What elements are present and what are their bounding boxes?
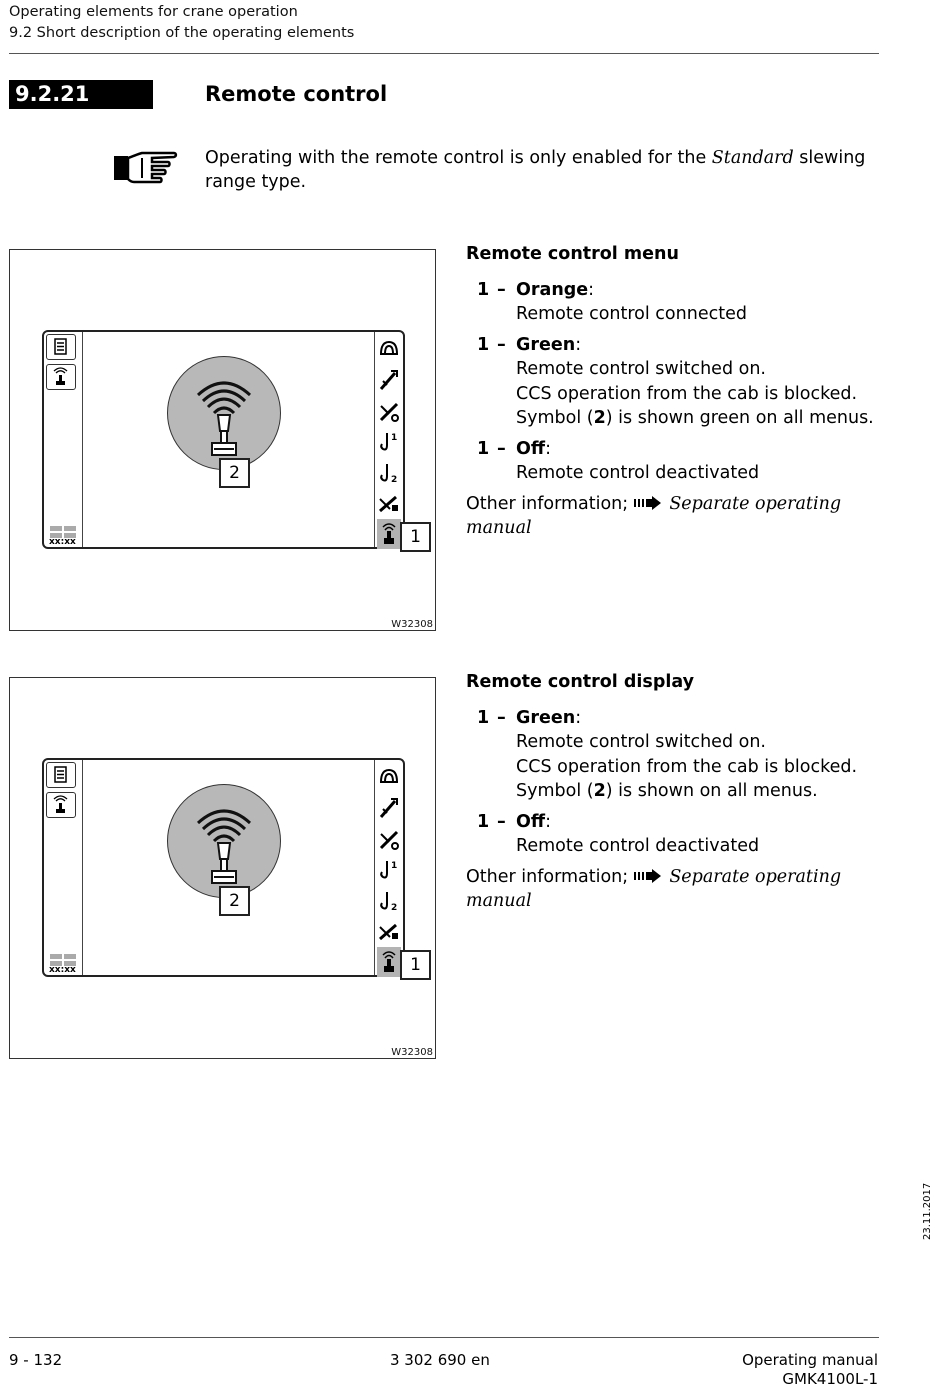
callout-1: 1 (400, 522, 431, 552)
remote-control-menu-description (466, 242, 896, 541)
svg-text:2: 2 (391, 475, 398, 485)
auxiliary-hoist-icon[interactable] (377, 458, 401, 488)
list-item: 1 – Off: Remote control deactivated (477, 811, 760, 856)
clock-display: xx:xx (49, 537, 76, 547)
remote-control-display-figure (9, 677, 436, 1059)
remote-control-button[interactable] (46, 364, 76, 390)
footer-rule (9, 1337, 879, 1338)
main-hoist-icon[interactable] (377, 855, 401, 885)
running-header-section: 9.2 Short description of the operating elements (9, 25, 355, 41)
running-header-chapter: Operating elements for crane operation (9, 4, 298, 20)
counterweight-icon[interactable] (377, 917, 401, 947)
boom-luffing-icon[interactable] (377, 396, 401, 426)
svg-text:2: 2 (391, 903, 398, 913)
remote-control-status-icon[interactable] (377, 519, 401, 549)
right-button-column (374, 332, 403, 547)
left-button-column (44, 760, 83, 975)
arrow-reference-icon (634, 866, 664, 880)
list-item: 1 – Green: Remote control switched on. CCS operation from the cab is blocked. Symbol (2) is shown green on all menus. (477, 334, 874, 428)
pointing-hand-icon (112, 150, 178, 190)
menu-description-title: Remote control menu (466, 244, 679, 264)
list-item: 1 – Green: Remote control switched on. CCS operation from the cab is blocked. Symbol (2) is shown on all menus. (477, 707, 858, 801)
boom-telescope-icon[interactable] (377, 365, 401, 395)
display-description-title: Remote control display (466, 672, 695, 692)
left-button-column (44, 332, 83, 547)
svg-text:1: 1 (391, 861, 398, 871)
manual-title: Operating manual (742, 1351, 878, 1369)
other-information: Other information; Separate operating manual (466, 493, 842, 538)
separate-manual-link[interactable]: Separate operating manual (466, 493, 842, 538)
menu-screen (42, 330, 405, 549)
other-information: Other information; Separate operating manual (466, 866, 842, 911)
boom-telescope-icon[interactable] (377, 793, 401, 823)
list-item: 1 – Orange: Remote control connected (477, 279, 747, 324)
svg-text:1: 1 (391, 433, 398, 443)
remote-control-display-description (466, 670, 896, 914)
slewing-icon[interactable] (377, 334, 401, 364)
model-name: GMK4100L-1 (782, 1370, 878, 1388)
remote-control-status-icon[interactable] (377, 947, 401, 977)
slewing-icon[interactable] (377, 762, 401, 792)
main-hoist-icon[interactable] (377, 427, 401, 457)
figure-code: W32308 (391, 619, 433, 630)
list-item: 1 – Off: Remote control deactivated (477, 438, 760, 483)
callout-2: 2 (219, 458, 250, 488)
boom-luffing-icon[interactable] (377, 824, 401, 854)
figure-code: W32308 (391, 1047, 433, 1058)
note-text: Operating with the remote control is only enabled for the Standard slewing range type. (205, 148, 866, 192)
section-title: Remote control (205, 82, 388, 106)
remote-control-symbol (167, 784, 281, 898)
header-rule (9, 53, 879, 54)
separate-manual-link[interactable]: Separate operating manual (466, 866, 842, 911)
remote-control-menu-figure (9, 249, 436, 631)
counterweight-icon[interactable] (377, 489, 401, 519)
document-number: 3 302 690 en (390, 1351, 490, 1369)
callout-1: 1 (400, 950, 431, 980)
section-number: 9.2.21 (9, 80, 153, 109)
clock-display: xx:xx (49, 965, 76, 975)
right-button-column (374, 760, 403, 975)
callout-2: 2 (219, 886, 250, 916)
remote-control-button[interactable] (46, 792, 76, 818)
menu-list-button[interactable] (46, 762, 76, 788)
menu-list-button[interactable] (46, 334, 76, 360)
remote-control-symbol (167, 356, 281, 470)
page-number: 9 - 132 (9, 1351, 63, 1369)
arrow-reference-icon (634, 493, 664, 507)
auxiliary-hoist-icon[interactable] (377, 886, 401, 916)
display-screen (42, 758, 405, 977)
revision-date: 23.11.2017 (922, 1182, 933, 1240)
